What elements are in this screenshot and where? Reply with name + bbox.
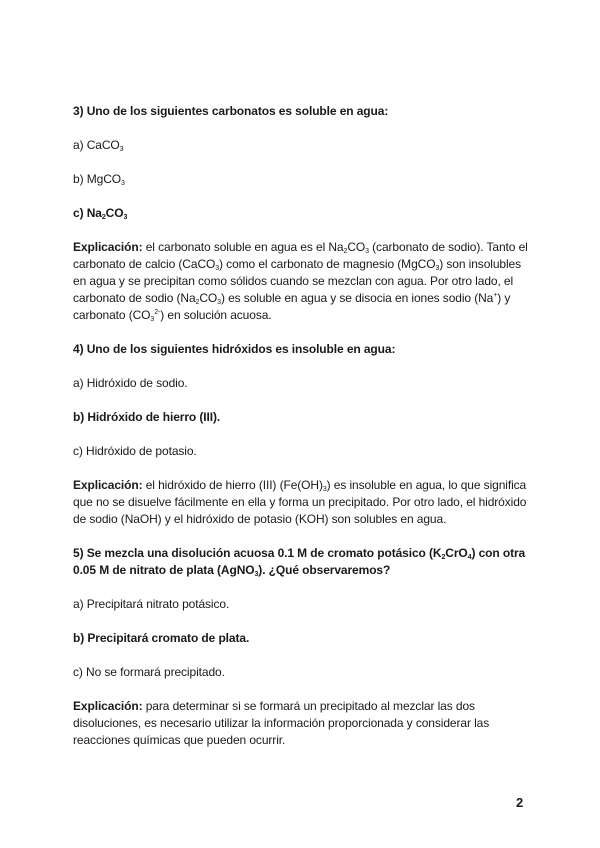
subscript: 3 (322, 486, 327, 493)
explanation-label: Explicación: (73, 478, 143, 492)
explanation-text: (carbonato de sodio). Tanto el carbonato de calcio (CaCO (73, 240, 528, 271)
question-5-option-b-correct: b) Precipitará cromato de plata. (73, 631, 250, 645)
question-3-option-b (73, 171, 533, 188)
explanation-text: ) en solución acuosa. (160, 308, 272, 322)
question-text: CrO (445, 546, 468, 560)
explanation-text: ) es insoluble en agua, lo que significa que no se disuelve fácilmente en ella y forma un precipitado. Por otro lado, el hidróxido de sodio (NaOH) y el hidróxido de potasio (KOH) son solubles en agua. (73, 478, 527, 526)
question-3-option-a (73, 137, 533, 154)
explanation-text: el carbonato soluble en agua es el Na (142, 240, 344, 254)
explanation-label: Explicación: (73, 699, 143, 713)
question-3-title: 3) Uno de los siguientes carbonatos es soluble en agua: (73, 104, 389, 118)
superscript: + (493, 292, 498, 299)
question-5-option-c: c) No se formará precipitado. (73, 665, 225, 679)
question-4-title: 4) Uno de los siguientes hidróxidos es insoluble en agua: (73, 342, 396, 356)
option-text: b) Mg (73, 172, 104, 186)
subscript: 2 (195, 299, 200, 306)
subscript: 3 (365, 248, 369, 255)
option-text: CO (101, 138, 120, 152)
subscript: 3 (123, 214, 128, 221)
subscript: 3 (254, 571, 259, 578)
subscript: 4 (467, 554, 472, 561)
question-4-explanation (73, 477, 533, 528)
explanation-text: para determinar si se formará un precipitado al mezclar las dos disoluciones, es necesario utilizar la información proporcionada y considerar las reacciones químicas que pueden ocurrir. (73, 699, 490, 747)
subscript: 3 (215, 265, 220, 272)
question-4-option-b-correct: b) Hidróxido de hierro (III). (73, 410, 221, 424)
subscript: 2 (101, 214, 106, 221)
superscript: 2- (154, 309, 161, 316)
document-content (73, 103, 533, 766)
explanation-text: el hidróxido de hierro (III) (Fe(OH) (142, 478, 323, 492)
question-text: 5) Se mezcla una disolución acuosa 0.1 M de cromato potásico (K (73, 546, 442, 560)
question-5-option-a: a) Precipitará nitrato potásico. (73, 597, 230, 611)
option-text: c) Na (73, 206, 102, 220)
subscript: 3 (121, 180, 125, 187)
explanation-text: ) es soluble en agua y se disocia en iones sodio (Na (220, 291, 494, 305)
option-text: CO (103, 172, 121, 186)
subscript: 2 (441, 554, 446, 561)
subscript: 3 (150, 316, 155, 323)
option-text: CO (105, 206, 124, 220)
question-3-explanation (73, 239, 533, 324)
explanation-label: Explicación: (73, 240, 143, 254)
question-5-explanation (73, 698, 533, 749)
question-4-option-c: c) Hidróxido de potasio. (73, 444, 197, 458)
subscript: 3 (435, 265, 440, 272)
question-text: ). ¿Qué observaremos? (258, 563, 391, 577)
explanation-text: ) como el carbonato de magnesio (MgCO (219, 257, 436, 271)
question-5-title (73, 545, 533, 579)
subscript: 2 (343, 248, 348, 255)
question-4-option-a: a) Hidróxido de sodio. (73, 376, 188, 390)
question-3-option-c-correct (73, 205, 533, 222)
question-text: ) con otra 0.05 M de nitrato de plata (AgNO (73, 546, 526, 577)
subscript: 3 (217, 299, 221, 306)
explanation-text: CO (347, 240, 366, 254)
page-number: 2 (516, 795, 524, 810)
explanation-text: ) son insolubles en agua y se precipitan como sólidos cuando se mezclan con agua. Por otro lado, el carbonato de sodio (Na (73, 257, 522, 305)
option-text: a) Ca (73, 138, 102, 152)
subscript: 3 (119, 146, 124, 153)
explanation-text: ) y carbonato (CO (73, 291, 511, 322)
explanation-text: CO (199, 291, 218, 305)
